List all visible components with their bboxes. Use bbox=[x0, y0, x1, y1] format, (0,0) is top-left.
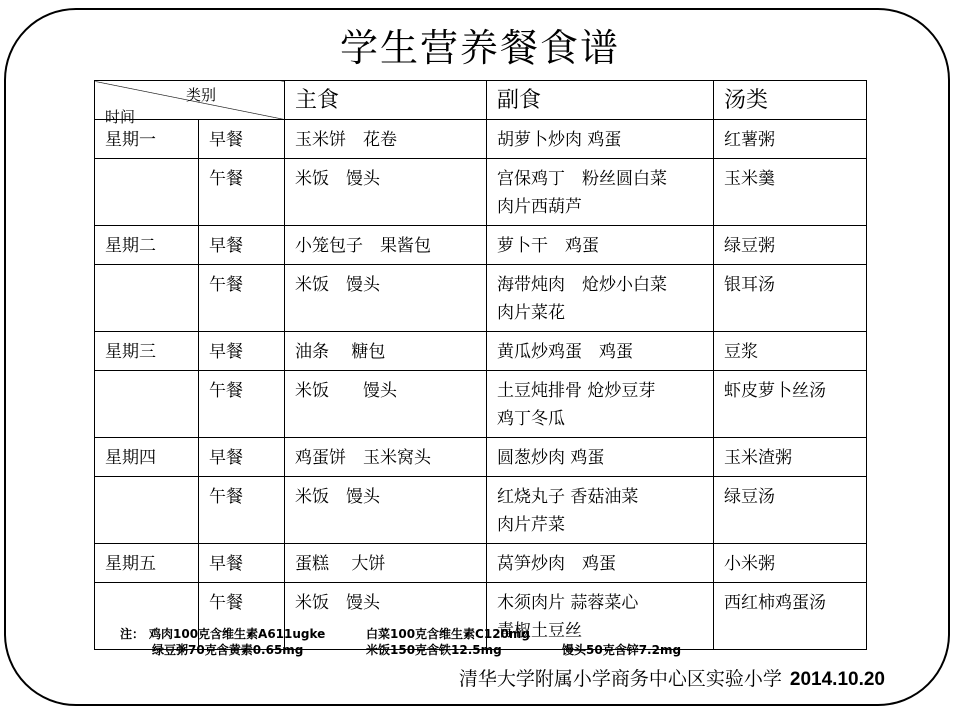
table-header-row bbox=[95, 81, 867, 120]
soup-cell: 红薯粥 bbox=[714, 120, 867, 159]
side-dish-line: 海带炖肉 炝炒小白菜 bbox=[497, 275, 667, 295]
table-row bbox=[95, 477, 867, 544]
day-cell: 星期五 bbox=[95, 544, 199, 583]
side-cell bbox=[487, 120, 714, 159]
header-category-label: 类别 bbox=[185, 86, 216, 104]
side-cell bbox=[487, 438, 714, 477]
header-side: 副食 bbox=[487, 81, 714, 120]
day-cell: 星期三 bbox=[95, 332, 199, 371]
school-name: 清华大学附属小学商务中心区实验小学 bbox=[458, 668, 782, 690]
meal-cell: 早餐 bbox=[199, 438, 285, 477]
meal-cell: 午餐 bbox=[199, 265, 285, 332]
table-row bbox=[95, 120, 867, 159]
table-row bbox=[95, 371, 867, 438]
day-cell bbox=[95, 477, 199, 544]
table-row bbox=[95, 265, 867, 332]
meal-cell: 午餐 bbox=[199, 477, 285, 544]
side-cell bbox=[487, 332, 714, 371]
staple-cell: 玉米饼 花卷 bbox=[285, 120, 487, 159]
header-diagonal-cell bbox=[95, 81, 285, 126]
footer-date: 2014.10.20 bbox=[789, 669, 885, 690]
side-cell bbox=[487, 371, 714, 438]
side-dish-line: 莴笋炒肉 鸡蛋 bbox=[497, 554, 616, 574]
staple-cell: 米饭 馒头 bbox=[285, 477, 487, 544]
soup-cell: 西红柿鸡蛋汤 bbox=[714, 583, 867, 650]
note-bun: 馒头50克含锌7.2mg bbox=[562, 643, 682, 657]
header-time-label: 时间 bbox=[105, 108, 136, 126]
day-cell: 星期二 bbox=[95, 226, 199, 265]
header-soup: 汤类 bbox=[714, 81, 867, 120]
side-dish-line: 土豆炖排骨 炝炒豆芽 bbox=[497, 381, 656, 401]
staple-cell: 米饭 馒头 bbox=[285, 583, 487, 650]
table-row bbox=[95, 438, 867, 477]
meal-cell: 早餐 bbox=[199, 120, 285, 159]
side-dish-line: 鸡丁冬瓜 bbox=[497, 409, 565, 429]
note-cabbage: 白菜100克含维生素C120mg bbox=[366, 627, 530, 641]
side-cell bbox=[487, 544, 714, 583]
soup-cell: 银耳汤 bbox=[714, 265, 867, 332]
staple-cell: 小笼包子 果酱包 bbox=[285, 226, 487, 265]
menu-table bbox=[94, 80, 867, 650]
day-cell bbox=[95, 371, 199, 438]
side-dish-line: 宫保鸡丁 粉丝圆白菜 bbox=[497, 169, 667, 189]
staple-cell: 米饭 馒头 bbox=[285, 159, 487, 226]
soup-cell: 绿豆粥 bbox=[714, 226, 867, 265]
note-label: 注： bbox=[120, 627, 145, 641]
side-cell bbox=[487, 226, 714, 265]
soup-cell: 玉米渣粥 bbox=[714, 438, 867, 477]
soup-cell: 虾皮萝卜丝汤 bbox=[714, 371, 867, 438]
side-dish-line: 肉片菜花 bbox=[497, 303, 565, 323]
staple-cell: 米饭 馒头 bbox=[285, 265, 487, 332]
day-cell: 星期四 bbox=[95, 438, 199, 477]
day-cell: 星期一 bbox=[95, 120, 199, 159]
soup-cell: 玉米羹 bbox=[714, 159, 867, 226]
meal-cell: 午餐 bbox=[199, 371, 285, 438]
day-cell bbox=[95, 265, 199, 332]
meal-cell: 早餐 bbox=[199, 226, 285, 265]
note-mungbean: 绿豆粥70克含黄素0.65mg bbox=[152, 643, 304, 657]
side-dish-line: 圆葱炒肉 鸡蛋 bbox=[497, 448, 605, 468]
table-row bbox=[95, 159, 867, 226]
day-cell bbox=[95, 159, 199, 226]
table-row bbox=[95, 332, 867, 371]
side-dish-line: 木须肉片 蒜蓉菜心 bbox=[497, 593, 639, 613]
side-dish-line: 胡萝卜炒肉 鸡蛋 bbox=[497, 130, 622, 150]
soup-cell: 绿豆汤 bbox=[714, 477, 867, 544]
header-staple: 主食 bbox=[285, 81, 487, 120]
meal-cell: 早餐 bbox=[199, 544, 285, 583]
side-dish-line: 肉片西葫芦 bbox=[497, 197, 582, 217]
side-cell bbox=[487, 159, 714, 226]
staple-cell: 米饭 馒头 bbox=[285, 371, 487, 438]
side-cell bbox=[487, 265, 714, 332]
side-cell bbox=[487, 477, 714, 544]
note-rice: 米饭150克含铁12.5mg bbox=[366, 643, 502, 657]
note-chicken: 鸡肉100克含维生素A611ugke bbox=[149, 627, 326, 641]
footer bbox=[459, 666, 885, 693]
soup-cell: 豆浆 bbox=[714, 332, 867, 371]
side-dish-line: 黄瓜炒鸡蛋 鸡蛋 bbox=[497, 342, 633, 362]
side-dish-line: 肉片芹菜 bbox=[497, 515, 565, 535]
side-dish-line: 红烧丸子 香菇油菜 bbox=[497, 487, 639, 507]
table-row bbox=[95, 226, 867, 265]
staple-cell: 油条 糖包 bbox=[285, 332, 487, 371]
meal-cell: 早餐 bbox=[199, 332, 285, 371]
soup-cell: 小米粥 bbox=[714, 544, 867, 583]
table-row bbox=[95, 544, 867, 583]
side-dish-line: 青椒土豆丝 bbox=[497, 621, 582, 641]
meal-cell: 午餐 bbox=[199, 159, 285, 226]
staple-cell: 鸡蛋饼 玉米窝头 bbox=[285, 438, 487, 477]
meal-cell: 午餐 bbox=[199, 583, 285, 650]
staple-cell: 蛋糕 大饼 bbox=[285, 544, 487, 583]
side-dish-line: 萝卜干 鸡蛋 bbox=[497, 236, 599, 256]
page-title: 学生营养餐食谱 bbox=[339, 26, 620, 70]
